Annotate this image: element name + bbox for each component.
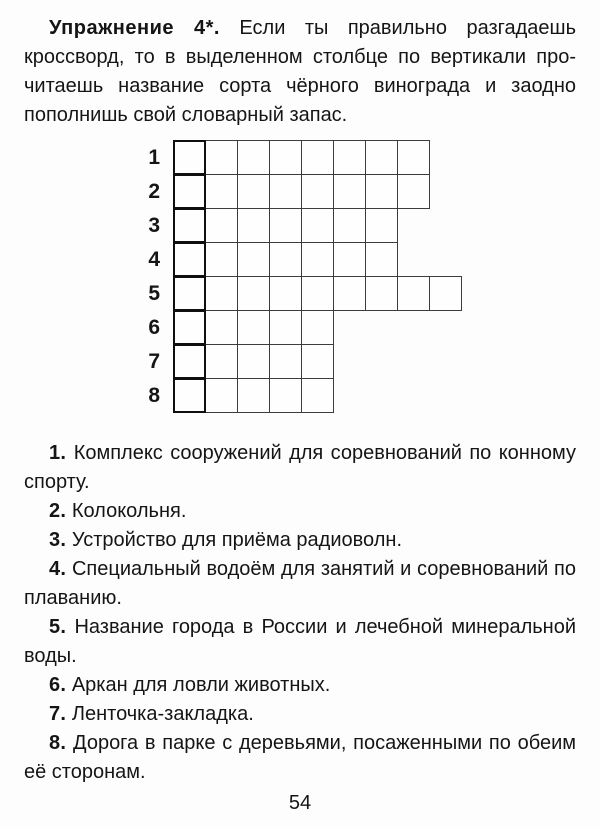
clue-item-1 [24, 439, 576, 497]
crossword-cell [205, 208, 238, 243]
crossword-row-4 [142, 242, 576, 277]
crossword-cell [205, 174, 238, 209]
crossword-cell [237, 378, 270, 413]
exercise-intro [24, 14, 576, 130]
clue-text: Колокольня. [71, 500, 187, 522]
crossword-cell [237, 242, 270, 277]
clue-number: 1. [49, 442, 67, 464]
crossword-cell [269, 310, 302, 345]
crossword-cell [397, 140, 430, 175]
clue-text: Устройство для приёма радиоволн. [71, 529, 402, 551]
crossword-cell [397, 174, 430, 209]
crossword-cell [301, 276, 334, 311]
crossword-cell [365, 174, 398, 209]
crossword-cell [365, 276, 398, 311]
crossword-cell [205, 310, 238, 345]
clue-item-8 [24, 729, 576, 787]
clue-item-3 [24, 526, 576, 555]
crossword-row-2 [142, 174, 576, 209]
crossword-cell [301, 378, 334, 413]
crossword-cell-highlighted [173, 174, 206, 209]
clue-number: 6. [49, 674, 67, 696]
crossword-cell [333, 276, 366, 311]
crossword-row-6 [142, 310, 576, 345]
row-cells [173, 208, 398, 243]
row-cells [173, 276, 462, 311]
crossword-cell [429, 276, 462, 311]
row-number: 2 [148, 180, 160, 203]
crossword-row-1 [142, 140, 576, 175]
crossword-cell [237, 174, 270, 209]
clue-text: Специальный водоём для занятий и соревнований по плаванию. [24, 558, 576, 609]
row-cells [173, 140, 430, 175]
crossword-cell [205, 344, 238, 379]
row-number: 3 [148, 214, 160, 237]
crossword-cell [205, 378, 238, 413]
crossword-row-8 [142, 378, 576, 413]
crossword-cell [397, 276, 430, 311]
row-number: 8 [148, 384, 160, 407]
crossword-cell [365, 208, 398, 243]
row-cells [173, 242, 398, 277]
crossword-cell [301, 208, 334, 243]
crossword-cell-highlighted [173, 242, 206, 277]
clue-number: 7. [49, 703, 67, 725]
clue-number: 4. [49, 558, 67, 580]
crossword-cell [205, 276, 238, 311]
clue-text: Комплекс сооружений для соревнований по конному спорту. [24, 442, 576, 493]
crossword-cell [301, 140, 334, 175]
crossword-cell [365, 140, 398, 175]
clue-number: 5. [49, 616, 67, 638]
crossword-cell-highlighted [173, 378, 206, 413]
row-cells [173, 310, 334, 345]
crossword-cell [333, 140, 366, 175]
exercise-intro-text: Если ты правильно разгадаешь кроссворд, то в выделенном столбце по вертикали прочитаешь название сорта чёрного винограда и заодно пополнишь свой словарный запас. [24, 17, 577, 126]
crossword-cell [237, 344, 270, 379]
crossword-cell-highlighted [173, 140, 206, 175]
exercise-title: Упражнение 4*. [49, 17, 220, 39]
crossword-cell [269, 276, 302, 311]
clue-item-2 [24, 497, 576, 526]
crossword-cell [301, 310, 334, 345]
row-number: 6 [148, 316, 160, 339]
clue-item-4 [24, 555, 576, 613]
clue-item-5 [24, 613, 576, 671]
row-cells [173, 378, 334, 413]
crossword-cell [301, 344, 334, 379]
clue-item-6 [24, 671, 576, 700]
crossword-grid [142, 140, 576, 413]
crossword-cell [269, 140, 302, 175]
crossword-cell [365, 242, 398, 277]
crossword-cell [269, 174, 302, 209]
clue-text: Название города в России и лечебной минеральной воды. [24, 616, 576, 667]
clue-text: Ленточка-закладка. [71, 703, 254, 725]
crossword-cell [301, 242, 334, 277]
crossword-cell [269, 208, 302, 243]
row-number: 1 [148, 146, 160, 169]
crossword-cell-highlighted [173, 208, 206, 243]
crossword-cell [333, 242, 366, 277]
row-number: 7 [148, 350, 160, 373]
clue-number: 3. [49, 529, 67, 551]
clue-number: 8. [49, 732, 67, 754]
page-number: 54 [288, 792, 312, 814]
crossword-cell [237, 140, 270, 175]
crossword-cell [205, 140, 238, 175]
row-cells [173, 344, 334, 379]
crossword-row-3 [142, 208, 576, 243]
row-number: 5 [148, 282, 160, 305]
crossword-cell [237, 276, 270, 311]
crossword-row-7 [142, 344, 576, 379]
crossword-cell [333, 174, 366, 209]
crossword-cell-highlighted [173, 310, 206, 345]
row-cells [173, 174, 430, 209]
clue-item-7 [24, 700, 576, 729]
clue-text: Аркан для ловли животных. [71, 674, 331, 696]
row-number: 4 [148, 248, 160, 271]
crossword-cell-highlighted [173, 276, 206, 311]
crossword-cell [269, 344, 302, 379]
crossword-cell [237, 310, 270, 345]
crossword-cell [269, 242, 302, 277]
crossword-cell-highlighted [173, 344, 206, 379]
crossword-cell [205, 242, 238, 277]
crossword-cell [237, 208, 270, 243]
crossword-row-5 [142, 276, 576, 311]
crossword-cell [333, 208, 366, 243]
crossword-cell [269, 378, 302, 413]
crossword-cell [301, 174, 334, 209]
clue-text: Дорога в парке с деревьями, посаженными по обеим её сторонам. [24, 732, 576, 783]
clue-list [24, 439, 576, 787]
clue-number: 2. [49, 500, 67, 522]
